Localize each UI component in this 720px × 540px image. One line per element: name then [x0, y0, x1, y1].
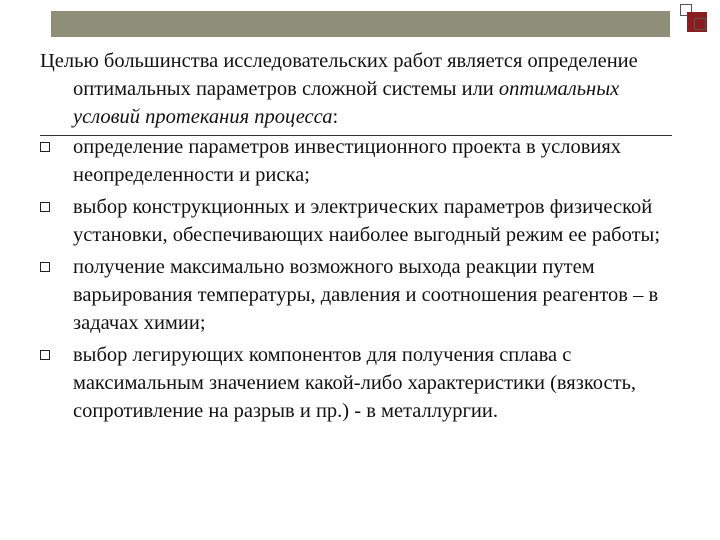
intro-text: Целью большинства исследовательских работ является определение оптимальных параметров сложной системы или	[40, 50, 638, 100]
square-bullet-icon	[40, 142, 50, 152]
list-item	[40, 253, 685, 337]
corner-outline-square-bottom	[694, 18, 706, 30]
intro-paragraph	[40, 47, 685, 131]
title-accent-bar	[51, 11, 670, 37]
list-item	[40, 341, 685, 425]
square-bullet-icon	[40, 202, 50, 212]
list-item-text: получение максимально возможного выхода реакции путем варьирования температуры, давления и соотношения реагентов – в задачах химии;	[73, 256, 659, 334]
square-bullet-icon	[40, 262, 50, 272]
list-item	[40, 193, 685, 249]
bullet-list	[40, 133, 685, 425]
list-item-text: выбор легирующих компонентов для получения сплава с максимальным значением какой-либо характеристики (вязкость, сопротивление на разрыв и пр.) - в металлургии.	[73, 344, 637, 422]
list-item-text: выбор конструкционных и электрических параметров физической установки, обеспечивающих наиболее выгодный режим ее работы;	[73, 196, 661, 246]
slide-content	[40, 47, 685, 429]
square-bullet-icon	[40, 350, 50, 360]
list-item-text: определение параметров инвестиционного проекта в условиях неопределенности и риска;	[73, 136, 622, 186]
intro-colon: :	[332, 106, 339, 128]
list-item	[40, 133, 685, 189]
intro-italic-text: оптимальных условий протекания процесса	[73, 78, 620, 128]
